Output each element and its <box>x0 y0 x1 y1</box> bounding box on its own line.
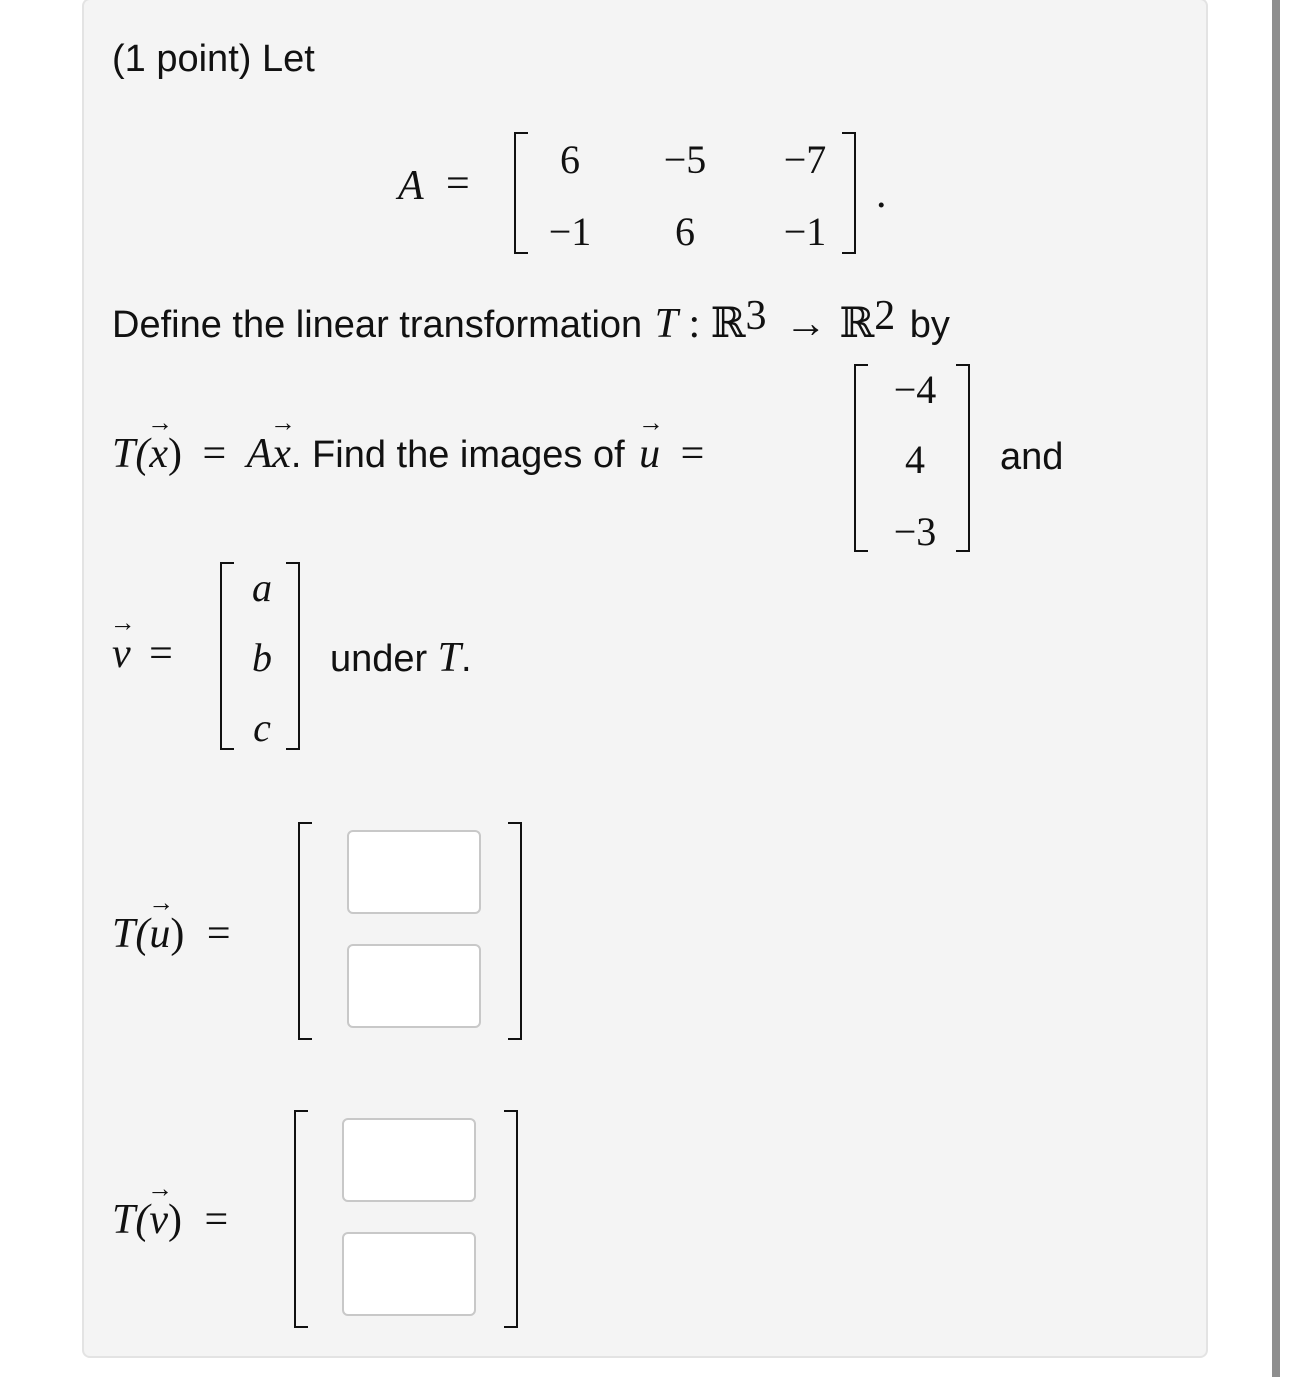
t-v-prefix: T( <box>112 1197 150 1243</box>
t-v-left-bracket <box>294 1110 308 1328</box>
t-u-answer-input-2[interactable] <box>347 944 481 1028</box>
x-vector: → x <box>149 430 168 478</box>
under-text: under <box>330 638 428 680</box>
matrix-name: A <box>398 163 424 209</box>
v-component: a <box>252 565 272 610</box>
matrix-cell: 6 <box>560 137 580 182</box>
find-text: . Find the images of <box>290 434 625 476</box>
maps-to-arrow: → <box>784 301 827 347</box>
matrix-left-bracket <box>514 132 528 254</box>
colon: : <box>688 301 701 347</box>
u-right-bracket <box>956 364 970 552</box>
under-text-line <box>330 634 472 682</box>
equals: = <box>202 431 227 477</box>
codomain-exponent: 2 <box>874 293 896 339</box>
problem-header: (1 point) Let <box>112 38 315 80</box>
t-v-answer-input-2[interactable] <box>342 1232 476 1316</box>
define-line <box>112 293 950 348</box>
codomain-space: ℝ <box>839 301 875 347</box>
t-v-right-bracket <box>504 1110 518 1328</box>
equals: = <box>206 911 231 957</box>
equals: = <box>149 631 173 677</box>
domain-exponent: 3 <box>745 293 767 339</box>
transformation-T: T <box>654 301 678 347</box>
t-u-left-bracket <box>298 822 312 1040</box>
matrix-cell: −5 <box>663 137 707 182</box>
period: . <box>461 638 472 680</box>
v-vector: → v <box>149 1196 168 1244</box>
equals: = <box>204 1197 229 1243</box>
matrix-A: A <box>246 431 273 477</box>
under-T: T <box>437 635 462 681</box>
t-v-answer-input-1[interactable] <box>342 1118 476 1202</box>
matrix-cell: −1 <box>783 209 827 254</box>
t-u-right-bracket <box>508 822 522 1040</box>
close-paren: ) <box>170 911 185 957</box>
t-of-x: T( <box>112 431 150 477</box>
u-component: 4 <box>905 437 925 482</box>
scrollbar[interactable] <box>1272 0 1280 1377</box>
v-component: b <box>252 635 272 680</box>
close-paren: ) <box>168 1197 183 1243</box>
u-component: −3 <box>893 509 937 554</box>
t-u-prefix: T( <box>112 911 150 957</box>
v-definition <box>112 630 173 678</box>
x-vector: → x <box>272 430 291 478</box>
domain-space: ℝ <box>710 301 746 347</box>
definition-line <box>112 430 704 478</box>
v-component: c <box>253 705 271 750</box>
equals: = <box>680 431 705 477</box>
and-text: and <box>1000 436 1064 478</box>
t-u-answer-input-1[interactable] <box>347 830 481 914</box>
matrix-cell: −7 <box>783 137 827 182</box>
matrix-cell: 6 <box>675 209 695 254</box>
u-left-bracket <box>854 364 868 552</box>
matrix-equals: = <box>446 161 470 207</box>
matrix-period: . <box>876 171 887 217</box>
u-vector: → u <box>639 430 660 478</box>
v-vector: → v <box>112 630 131 678</box>
define-text: Define the linear transformation <box>112 304 643 346</box>
u-vector: → u <box>149 910 170 958</box>
t-u-label <box>112 910 231 958</box>
t-v-label <box>112 1196 228 1244</box>
u-component: −4 <box>893 367 937 412</box>
matrix-cell: −1 <box>548 209 592 254</box>
close-paren: ) <box>168 431 183 477</box>
by-text: by <box>909 304 950 346</box>
